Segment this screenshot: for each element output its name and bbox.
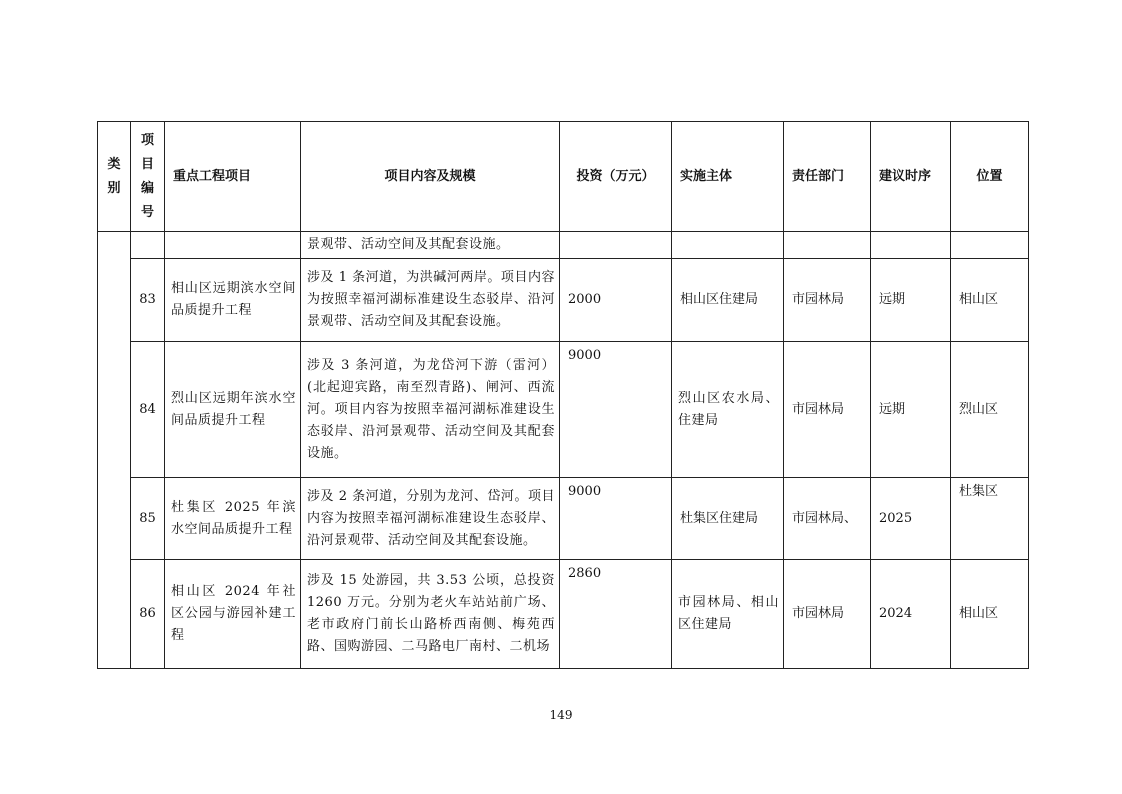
row-timing: 远期 <box>871 342 951 478</box>
header-number: 项目编号 <box>131 122 165 232</box>
row-timing: 远期 <box>871 259 951 342</box>
header-timing: 建议时序 <box>871 122 951 232</box>
continuation-content-cell: 景观带、活动空间及其配套设施。 <box>301 232 560 259</box>
continuation-location-cell <box>951 232 1029 259</box>
row-number: 86 <box>131 560 165 669</box>
header-category: 类别 <box>98 122 131 232</box>
continuation-department-cell <box>784 232 871 259</box>
row-location: 杜集区 <box>951 478 1029 560</box>
row-location: 烈山区 <box>951 342 1029 478</box>
continuation-investment-cell <box>560 232 672 259</box>
row-content: 涉及 2 条河道，分别为龙河、岱河。项目内容为按照幸福河湖标准建设生态驳岸、沿河景观带、活动空间及其配套设施。 <box>301 478 560 560</box>
row-department: 市园林局 <box>784 560 871 669</box>
continuation-row <box>98 232 1029 259</box>
table-row <box>98 478 1029 560</box>
table-row <box>98 342 1029 478</box>
row-implementer: 杜集区住建局 <box>672 478 784 560</box>
continuation-project-cell <box>165 232 301 259</box>
row-department: 市园林局 <box>784 259 871 342</box>
continuation-number-cell <box>131 232 165 259</box>
row-investment: 2000 <box>560 259 672 342</box>
row-project: 相山区远期滨水空间品质提升工程 <box>165 259 301 342</box>
row-implementer: 市园林局、相山区住建局 <box>672 560 784 669</box>
row-content: 涉及 15 处游园，共 3.53 公顷，总投资 1260 万元。分别为老火车站站前广场、老市政府门前长山路桥西南侧、梅苑西路、国购游园、二马路电厂南村、二机场 <box>301 560 560 669</box>
header-row <box>98 122 1029 232</box>
row-number: 85 <box>131 478 165 560</box>
row-location: 相山区 <box>951 560 1029 669</box>
row-investment: 9000 <box>560 342 672 478</box>
row-location: 相山区 <box>951 259 1029 342</box>
row-investment: 2860 <box>560 560 672 669</box>
header-project: 重点工程项目 <box>165 122 301 232</box>
row-project: 相山区 2024 年社区公园与游园补建工程 <box>165 560 301 669</box>
row-investment: 9000 <box>560 478 672 560</box>
row-number: 84 <box>131 342 165 478</box>
row-department: 市园林局、 <box>784 478 871 560</box>
header-investment: 投资（万元） <box>560 122 672 232</box>
row-content: 涉及 3 条河道，为龙岱河下游（雷河）(北起迎宾路，南至烈青路)、闸河、西流河。项目内容为按照幸福河湖标准建设生态驳岸、沿河景观带、活动空间及其配套设施。 <box>301 342 560 478</box>
category-cell <box>98 232 131 669</box>
header-implementer: 实施主体 <box>672 122 784 232</box>
row-project: 杜集区 2025 年滨水空间品质提升工程 <box>165 478 301 560</box>
header-department: 责任部门 <box>784 122 871 232</box>
row-timing: 2024 <box>871 560 951 669</box>
row-department: 市园林局 <box>784 342 871 478</box>
row-project: 烈山区远期年滨水空间品质提升工程 <box>165 342 301 478</box>
row-content: 涉及 1 条河道，为洪碱河两岸。项目内容为按照幸福河湖标准建设生态驳岸、沿河景观带、活动空间及其配套设施。 <box>301 259 560 342</box>
continuation-timing-cell <box>871 232 951 259</box>
project-table <box>97 121 1029 669</box>
header-content: 项目内容及规模 <box>301 122 560 232</box>
table-row <box>98 560 1029 669</box>
row-implementer: 烈山区农水局、住建局 <box>672 342 784 478</box>
continuation-implementer-cell <box>672 232 784 259</box>
row-implementer: 相山区住建局 <box>672 259 784 342</box>
table-row <box>98 259 1029 342</box>
header-location: 位置 <box>951 122 1029 232</box>
row-timing: 2025 <box>871 478 951 560</box>
page-number: 149 <box>549 708 573 722</box>
row-number: 83 <box>131 259 165 342</box>
